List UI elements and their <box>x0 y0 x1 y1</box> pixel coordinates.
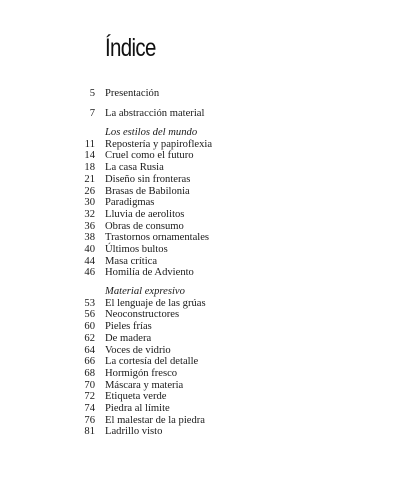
toc-entry-title: El lenguaje de las grúas <box>105 297 206 309</box>
toc-entry-title: Brasas de Babilonia <box>105 185 190 197</box>
toc-entry <box>0 391 400 403</box>
toc-entry-title: Presentación <box>105 88 160 99</box>
toc-entry <box>0 415 400 427</box>
toc-page-number: 70 <box>84 379 95 391</box>
toc-page-number: 21 <box>84 173 95 185</box>
toc-page-number: 38 <box>84 232 95 244</box>
toc-entry <box>0 108 400 120</box>
toc-entry <box>0 244 400 256</box>
toc-page-number: 68 <box>84 367 95 379</box>
toc-entry <box>0 221 400 233</box>
toc-entry-title: Trastornos ornamentales <box>105 232 210 244</box>
toc-page-number: 18 <box>84 162 95 174</box>
toc-page-number: 81 <box>84 426 95 438</box>
toc-entry <box>0 356 400 368</box>
toc-entry-title: Obras de consumo <box>105 220 184 232</box>
toc-entry <box>0 298 400 310</box>
toc-entry <box>0 368 400 380</box>
toc-entry <box>0 174 400 186</box>
toc-entry-title: Máscara y materia <box>105 379 184 391</box>
toc-page-number: 36 <box>84 220 95 232</box>
toc-page-number: 40 <box>84 244 95 255</box>
toc-page-number: 5 <box>89 88 95 99</box>
toc-entry <box>0 150 400 162</box>
toc-entry <box>0 139 400 151</box>
toc-page-number: 44 <box>84 255 95 267</box>
toc-entry-title: Paradigmas <box>105 197 155 209</box>
toc-page-number: 53 <box>84 297 95 309</box>
toc-entry <box>0 333 400 345</box>
toc-page-number: 32 <box>84 208 95 220</box>
toc-entry <box>0 88 400 100</box>
toc-entry <box>0 309 400 321</box>
toc-page-number: 30 <box>84 197 95 209</box>
toc-page-number: 56 <box>84 309 95 321</box>
toc-page-number: 46 <box>84 267 95 279</box>
toc-entry <box>0 232 400 244</box>
toc-entry <box>0 197 400 209</box>
toc-entry-title: Repostería y papiroflexia <box>105 138 213 150</box>
toc-entry-title: Homilía de Adviento <box>105 267 194 279</box>
page-title: Índice <box>105 34 156 62</box>
toc-entry <box>0 403 400 415</box>
toc-page-number: 74 <box>84 403 95 414</box>
toc-entry-title: Hormigón fresco <box>105 367 178 379</box>
toc-page-number: 66 <box>84 356 95 368</box>
toc-section-heading: Los estilos del mundo <box>105 127 198 138</box>
toc-entry-title: Piedra al límite <box>105 403 170 414</box>
toc-entry-title: Cruel como el futuro <box>105 150 194 162</box>
toc-section-heading: Material expresivo <box>105 286 185 297</box>
toc-entry-title: Ladrillo visto <box>105 426 163 438</box>
toc-entry-title: Lluvia de aerolitos <box>105 208 185 220</box>
toc-entry-title: La abstracción material <box>105 108 205 119</box>
toc-entry <box>0 321 400 333</box>
toc-entry <box>0 209 400 221</box>
toc-entry <box>0 256 400 268</box>
toc-page-number: 11 <box>84 138 95 150</box>
toc-entry <box>0 380 400 392</box>
toc-page-number: 64 <box>84 344 95 356</box>
toc-page-number: 7 <box>89 108 95 119</box>
toc-entry-title: Masa crítica <box>105 255 158 267</box>
toc-entry <box>0 162 400 174</box>
toc-entry <box>0 186 400 198</box>
toc-entry-title: De madera <box>105 332 152 344</box>
toc-entry-title: Voces de vidrio <box>105 344 171 356</box>
toc-entry-title: El malestar de la piedra <box>105 414 206 426</box>
toc-page-number: 14 <box>84 150 95 162</box>
toc-entry-title: La casa Rusia <box>105 162 164 174</box>
toc-entry <box>0 426 400 438</box>
toc-entry-title: Últimos bultos <box>105 244 168 255</box>
toc-entry-title: Etiqueta verde <box>105 391 167 403</box>
toc-entry-title: La cortesía del detalle <box>105 356 199 368</box>
toc-entry <box>0 345 400 357</box>
toc-entry <box>0 267 400 279</box>
toc-entry-title: Neoconstructores <box>105 309 180 321</box>
toc-page-number: 72 <box>84 391 95 403</box>
toc-entry-title: Pieles frías <box>105 321 152 333</box>
toc-page-number: 62 <box>84 332 95 344</box>
toc-page-number: 76 <box>84 414 95 426</box>
toc-page-number: 26 <box>84 185 95 197</box>
toc-page-number: 60 <box>84 321 95 333</box>
toc-entry-title: Diseño sin fronteras <box>105 173 191 185</box>
